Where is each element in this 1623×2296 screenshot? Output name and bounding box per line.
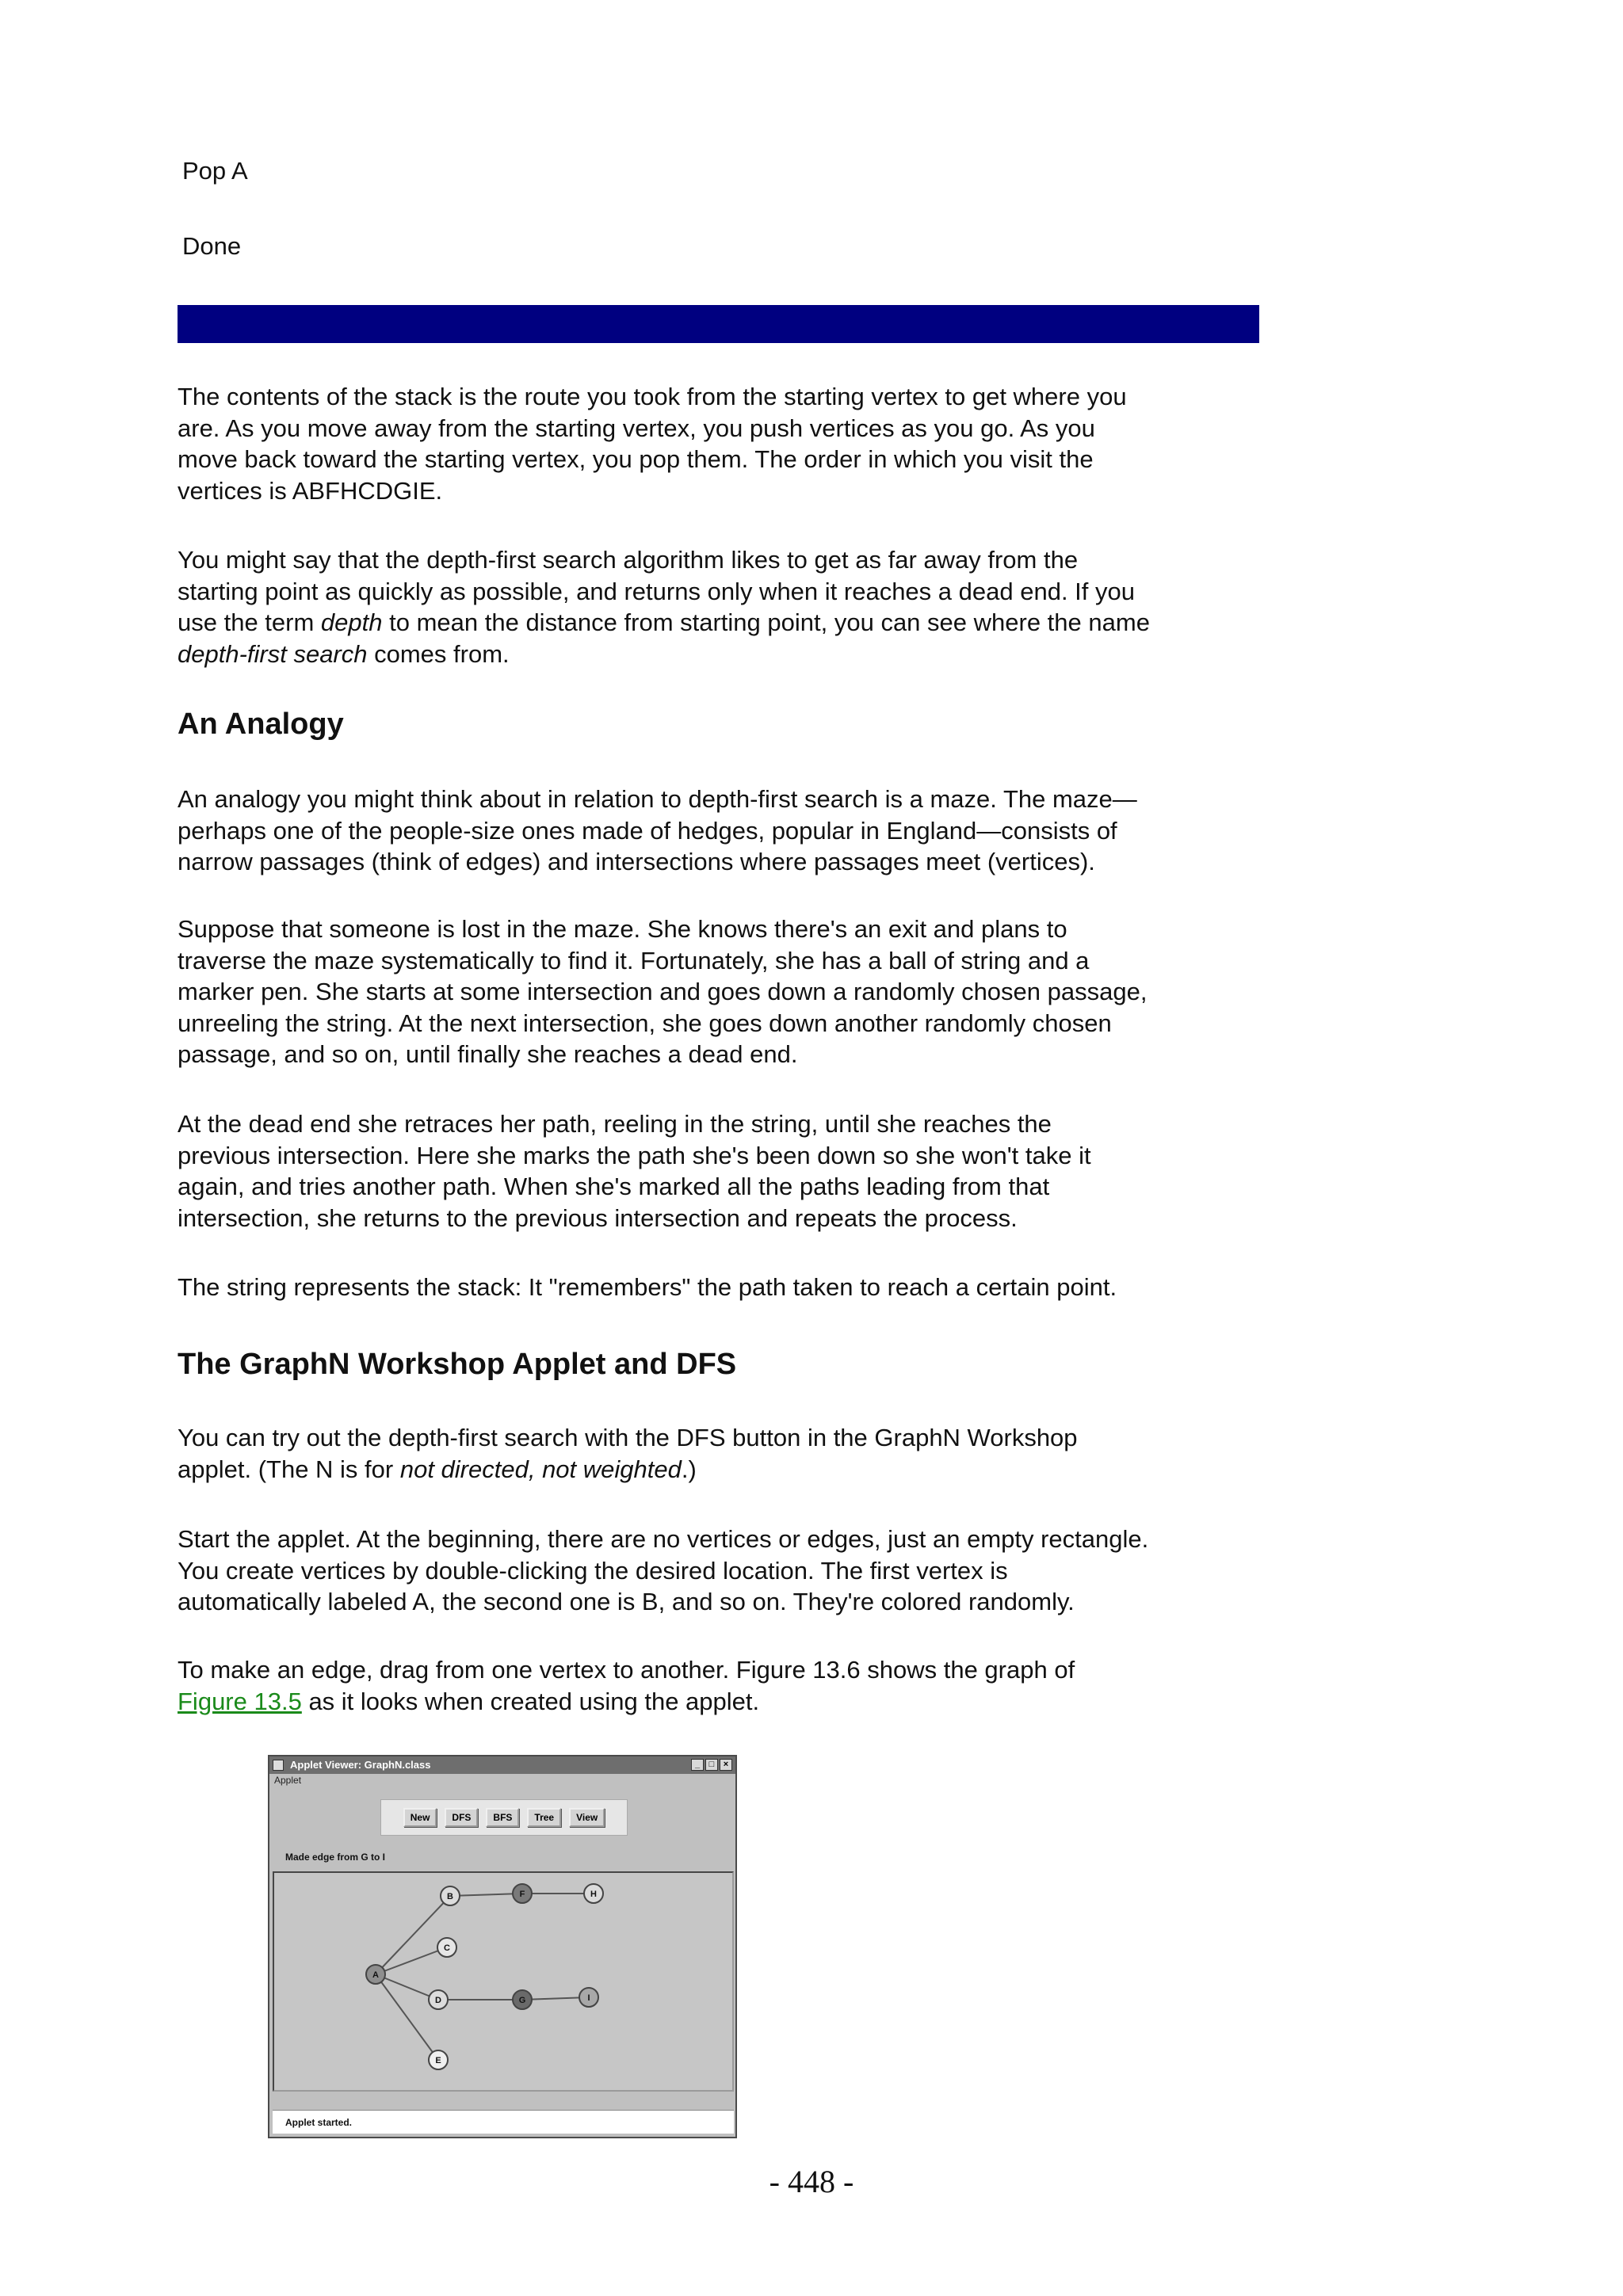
text-line [178,1686,1271,1718]
paragraph-maze [178,784,1271,878]
applet-message: Made edge from G to I [285,1852,386,1863]
text-line: At the dead end she retraces her path, reeling in the string, until she reaches the [178,1110,1052,1138]
text-line: An analogy you might think about in relation to depth-first search is a maze. The maze— [178,785,1137,813]
text-line: previous intersection. Here she marks the path she's been down so she won't take it [178,1141,1091,1169]
paragraph-make-edge [178,1654,1271,1717]
applet-title: Applet Viewer: GraphN.class [290,1759,431,1771]
paragraph-stack-route [178,381,1271,506]
new-button[interactable]: New [403,1808,437,1827]
tree-button[interactable]: Tree [527,1808,561,1827]
vertex-label: I [587,1993,590,2003]
text-line: You create vertices by double-clicking the desired location. The first vertex is [178,1556,1008,1585]
dfs-button[interactable]: DFS [445,1808,478,1827]
paragraph-lost-in-maze [178,913,1271,1070]
minimize-icon[interactable]: _ [691,1759,704,1771]
edge-a-c [376,1947,447,1974]
paragraph-string-stack [178,1272,1271,1303]
view-button[interactable]: View [569,1808,605,1827]
vertex-c[interactable] [437,1938,456,1957]
text-run: applet. (The N is for [178,1455,400,1483]
vertex-label: B [447,1892,453,1901]
applet-window-figure [268,1755,737,2138]
text-line [178,639,1271,670]
vertex-b[interactable] [441,1886,460,1905]
applet-toolbar [380,1799,628,1836]
text-line: You might say that the depth-first search algorithm likes to get as far away from the [178,546,1079,574]
text-line: passage, and so on, until finally she reaches a dead end. [178,1040,798,1068]
text-line: The string represents the stack: It "remembers" the path taken to reach a certain point. [178,1273,1117,1301]
text-line: To make an edge, drag from one vertex to another. Figure 13.6 shows the graph of [178,1656,1075,1684]
vertex-label: C [444,1943,450,1953]
graph-canvas[interactable] [273,1871,734,2092]
emphasis-depth-first-search: depth-first search [178,639,368,668]
text-line: move back toward the starting vertex, you pop them. The order in which you visit the [178,445,1094,473]
vertex-a[interactable] [366,1965,385,1984]
text-line: vertices is ABFHCDGIE. [178,476,443,505]
vertex-label: H [590,1890,597,1899]
done-line: Done [182,232,242,260]
vertex-g[interactable] [513,1990,532,2009]
text-line [178,607,1271,639]
heading-an-analogy: An Analogy [178,707,344,741]
vertex-label: F [519,1890,525,1899]
window-app-icon [273,1760,284,1771]
vertex-i[interactable] [579,1988,598,2007]
vertex-d[interactable] [429,1990,448,2009]
text-line: are. As you move away from the starting vertex, you push vertices as you go. As you [178,414,1095,442]
applet-menu[interactable]: Applet [274,1775,302,1786]
paragraph-depth-first [178,544,1271,669]
vertex-h[interactable] [584,1884,603,1903]
bfs-button[interactable]: BFS [486,1808,519,1827]
text-line: You can try out the depth-first search with the DFS button in the GraphN Workshop [178,1424,1078,1451]
maximize-icon[interactable]: □ [705,1759,718,1771]
window-controls [691,1759,732,1771]
text-line: narrow passages (think of edges) and intersections where passages meet (vertices). [178,848,1095,875]
text-line: traverse the maze systematically to find it. Fortunately, she has a ball of string and a [178,946,1090,974]
text-line [178,1454,1271,1486]
text-line: The contents of the stack is the route you took from the starting vertex to get where you [178,383,1127,410]
text-line: Start the applet. At the beginning, there are no vertices or edges, just an empty rectangle. [178,1525,1149,1553]
text-line: intersection, she returns to the previous intersection and repeats the process. [178,1203,1018,1232]
text-line: unreeling the string. At the next intersection, she goes down another randomly chosen [178,1009,1112,1037]
text-line: automatically labeled A, the second one is B, and so on. They're colored randomly. [178,1588,1075,1615]
text-run: use the term [178,608,321,636]
vertex-label: D [435,1996,441,2005]
paragraph-start-applet [178,1524,1271,1618]
separator-bar [178,305,1259,343]
applet-titlebar [269,1756,735,1774]
text-run: .) [681,1455,697,1483]
edge-b-f [450,1894,522,1896]
vertex-label: E [435,2056,441,2065]
heading-graphn-workshop: The GraphN Workshop Applet and DFS [178,1348,737,1381]
page-number: - 448 - [769,2164,854,2199]
text-line: perhaps one of the people-size ones made of hedges, popular in England—consists of [178,816,1117,845]
vertex-label: A [372,1970,379,1980]
emphasis-not-directed: not directed, not weighted [399,1455,682,1483]
text-run: to mean the distance from starting point, you can see where the name [382,608,1150,636]
pop-a-line: Pop A [182,157,248,185]
paragraph-dfs-button [178,1422,1271,1485]
edge-a-b [376,1896,450,1974]
figure-13-5-link[interactable]: Figure 13.5 [178,1687,302,1715]
text-line: again, and tries another path. When she's marked all the paths leading from that [178,1173,1050,1200]
paragraph-dead-end [178,1108,1271,1234]
text-line: Suppose that someone is lost in the maze. She knows there's an exit and plans to [178,915,1067,943]
text-run: comes from. [367,639,510,668]
text-run: as it looks when created using the applet. [301,1687,760,1715]
text-line: marker pen. She starts at some intersection and goes down a randomly chosen passage, [178,978,1148,1005]
close-icon[interactable]: × [720,1759,732,1771]
text-line: starting point as quickly as possible, and returns only when it reaches a dead end. If you [178,577,1135,605]
vertex-e[interactable] [429,2050,448,2069]
vertex-label: G [518,1996,526,2005]
applet-statusbar: Applet started. [273,2110,734,2134]
graph-svg [274,1873,732,2090]
emphasis-depth: depth [320,608,383,636]
vertex-f[interactable] [513,1884,532,1903]
